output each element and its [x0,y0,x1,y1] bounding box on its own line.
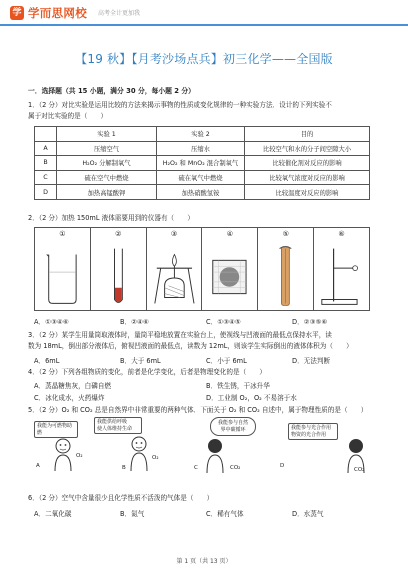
table-cell: 比较氧气浓度对反应的影响 [245,170,370,185]
question-3-line-2: 数为 18mL，倒出部分液体后，俯视凹液面的最低点，读数为 12mL，则该学生实际倒出的液体体积为（ ） [28,342,353,350]
gas-label: O₂ [152,455,159,461]
person-icon [50,437,76,473]
option-d[interactable]: D．水蒸气 [292,510,324,518]
comparison-table [34,126,370,200]
apparatus-alcohol-lamp-tripod [147,228,203,310]
option-d[interactable]: D．无法判断 [292,357,331,365]
table-cell: C [35,170,57,185]
option-b[interactable]: B．大于 6mL [120,357,161,365]
apparatus-label: ⑥ [338,230,345,238]
table-cell: 压缩空气 [57,141,157,156]
option-c-label[interactable]: C [194,465,198,471]
table-cell: 硫在空气中燃烧 [57,170,157,185]
header-divider [0,24,408,26]
apparatus-test-tube-holder [258,228,314,310]
question-4-options-row-1 [34,380,270,390]
table-header-cell [35,127,57,142]
option-b[interactable]: B．氮气 [120,510,145,518]
apparatus-iron-stand [314,228,369,310]
option-c[interactable]: C．冰化成水，火药爆炸 [34,394,105,402]
person-icon [202,437,228,475]
alcohol-lamp-icon [147,242,202,310]
table-row [35,141,370,156]
person-icon [126,435,152,473]
table-cell: H₂O₂ 分解制氧气 [57,156,157,171]
option-b[interactable]: B．铁生锈，干冰升华 [206,382,270,390]
question-3-options [34,355,330,365]
option-a-label[interactable]: A [36,463,40,469]
table-cell: A [35,141,57,156]
table-cell: H₂O₂ 和 MnO₂ 混合制氧气 [157,156,245,171]
gas-label: CO₂ [230,465,241,471]
logo-icon: 学 [10,6,24,20]
speech-bubble-a: 我能为可燃物助燃 [34,421,78,438]
option-b-label[interactable]: B [122,465,126,471]
speech-bubble-d: 我能参与光合作用 物资的光合作用 [288,423,338,440]
apparatus-label: ① [59,230,66,238]
option-a[interactable]: A．蒸晶糖焦灰，白磷自燃 [34,382,112,390]
iron-stand-icon [314,242,369,310]
option-c[interactable]: C．①③④⑤ [206,318,241,326]
question-5-illustration [34,417,374,477]
table-cell: B [35,156,57,171]
option-a[interactable]: A．①③④⑥ [34,318,69,326]
apparatus-beaker [35,228,91,310]
apparatus-label: ⑤ [282,230,289,238]
logo-text: 学而思网校 [28,6,87,20]
table-cell: D [35,185,57,200]
apparatus-strip [34,227,370,311]
option-a[interactable]: A．6mL [34,357,60,365]
header-slogan: 高考全计更加我 [98,10,141,17]
question-1-line-1: 1．（2 分）对比实验是运用比较的方法来揭示事物的性质或变化规律的一种实验方法．设计的下列实验不 [28,101,332,109]
table-header-cell: 实验 1 [57,127,157,142]
apparatus-test-tube [91,228,147,310]
section-heading: 一．选择题（共 15 小题，满分 30 分，每小题 2 分） [28,87,195,95]
question-6-line-1: 6．（2 分）空气中含量很少且化学性质不活泼的气体是（ ） [28,494,214,502]
option-b[interactable]: B．②④⑥ [120,318,149,326]
gas-label: CO₂ [354,467,365,473]
document-title: 【19 秋】【月考沙场点兵】初三化学——全国版 [75,52,333,66]
question-4-line-1: 4．（2 分）下列各组物质的变化，前者是化学变化，后者是物理变化的是（ ） [28,368,266,376]
table-header-row [35,127,370,142]
table-row [35,170,370,185]
apparatus-label: ③ [170,230,178,238]
table-cell: 加热硝酸氢铵 [157,185,245,200]
logo [10,5,87,21]
table-cell: 比较催化剂对反应的影响 [245,156,370,171]
apparatus-asbestos-gauze [202,228,258,310]
apparatus-label: ④ [226,230,234,238]
table-cell: 比较空气和水的分子间空隙大小 [245,141,370,156]
question-3-line-1: 3．（2 分）某学生用量筒取液体时，量筒平稳地放置在实验台上，使视线与凹液面的最低点保持水平，读 [28,331,332,339]
question-6-options [34,508,323,518]
speech-bubble-c: 我能参与自然 界中碳循环 [210,417,256,436]
option-d-label[interactable]: D [280,463,285,469]
question-2-options [34,316,327,326]
page-header [0,0,408,26]
speech-bubble-b: 我能供给呼吸 使人体维持生命 [94,417,142,434]
option-c[interactable]: C．小于 6mL [206,357,247,365]
apparatus-label: ② [115,230,122,238]
question-5-line-1: 5．（2 分）O₂ 和 CO₂ 总是自然界中非常重要的两种气体．下面关于 O₂ 和 CO₂ 自述中，属于物理性质的是（ ） [28,406,368,414]
question-2-line-1: 2．（2 分）加热 150mL 液体需要用到的仪器有（ ） [28,214,194,222]
beaker-icon [35,242,90,310]
question-4-options-row-2 [34,392,297,402]
table-header-cell: 目的 [245,127,370,142]
option-d[interactable]: D．②③⑤⑥ [292,318,328,326]
table-row [35,156,370,171]
option-c[interactable]: C．稀有气体 [206,510,244,518]
wire-gauze-icon [202,242,257,310]
option-a[interactable]: A．二氧化碳 [34,510,72,518]
option-d[interactable]: D．工业制 O₂，O₂ 不易溶于水 [206,394,297,402]
test-tube-holder-icon [258,242,313,310]
table-cell: 加热高锰酸钾 [57,185,157,200]
page-footer: 第 1 页（共 13 页） [176,558,232,565]
table-cell: 硫在氧气中燃烧 [157,170,245,185]
table-cell: 比较温度对反应的影响 [245,185,370,200]
question-1-line-2: 属于对比实验的是（ ） [28,111,108,120]
gas-label: O₂ [76,453,83,459]
table-cell: 压缩水 [157,141,245,156]
table-header-cell: 实验 2 [157,127,245,142]
table-row [35,185,370,200]
test-tube-icon [91,242,146,310]
